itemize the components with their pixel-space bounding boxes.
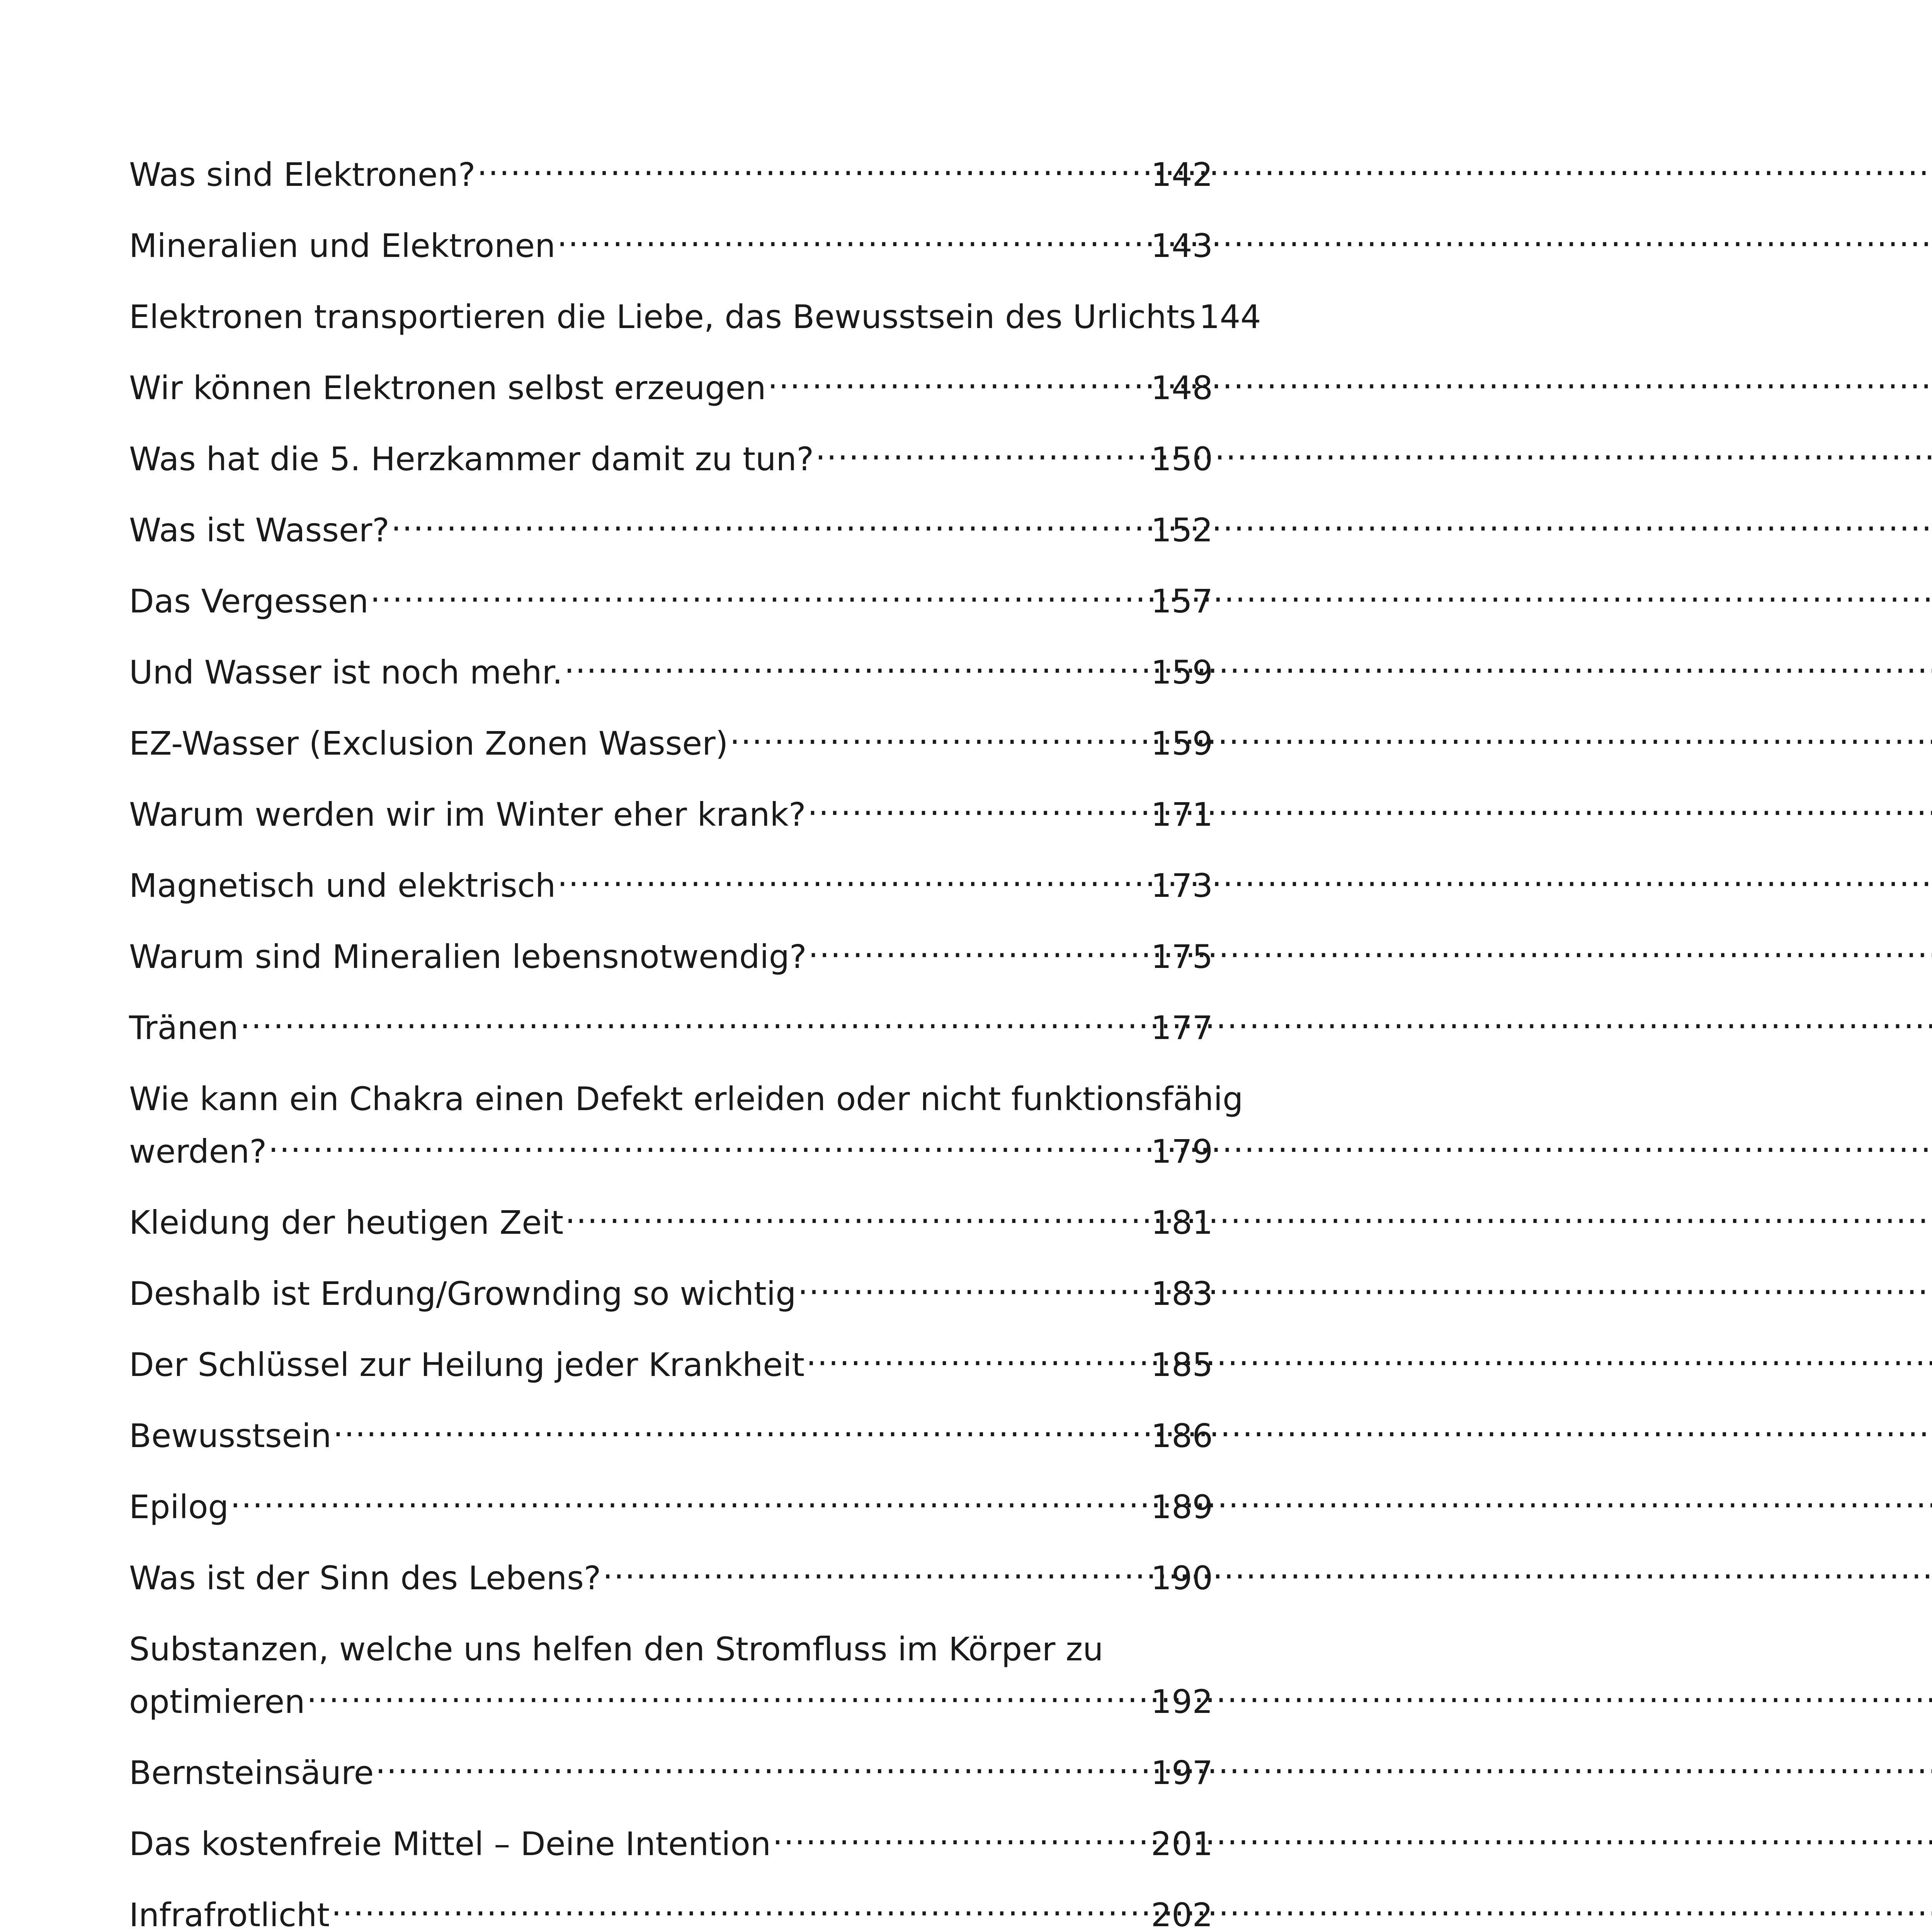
- toc-entry-title: Was ist der Sinn des Lebens?: [129, 1559, 601, 1597]
- toc-entry-page: 148: [1151, 369, 1213, 407]
- toc-entry-title-continued: optimieren: [129, 1683, 305, 1721]
- toc-entry-title: Warum sind Mineralien lebensnotwendig?: [129, 938, 807, 976]
- table-of-contents: [129, 139, 1261, 1932]
- toc-entry[interactable]: [129, 779, 1213, 850]
- toc-entry-page: 152: [1151, 511, 1213, 549]
- toc-entry-page: 159: [1151, 653, 1213, 691]
- toc-entry-title: Wie kann ein Chakra einen Defekt erleiden oder nicht funktionsfähig: [129, 1080, 1243, 1118]
- toc-entry[interactable]: [129, 1471, 1213, 1543]
- dot-leader: [557, 224, 1149, 257]
- toc-entry-title: Substanzen, welche uns helfen den Stromfluss im Körper zu: [129, 1630, 1104, 1668]
- toc-entry-page: 185: [1151, 1346, 1213, 1384]
- toc-entry-page: 175: [1151, 938, 1213, 976]
- toc-entry[interactable]: [129, 1187, 1213, 1258]
- toc-entry-title: Warum werden wir im Winter eher krank?: [129, 796, 806, 833]
- dot-leader: [772, 1823, 1150, 1855]
- toc-entry-page: 142: [1151, 156, 1213, 194]
- dot-leader: [268, 1130, 1149, 1163]
- dot-leader: [808, 935, 1150, 968]
- toc-entry-page: 150: [1151, 440, 1213, 478]
- toc-entry[interactable]: [129, 1879, 1213, 1932]
- toc-entry-title: Infrafrotlicht: [129, 1896, 330, 1932]
- toc-entry-page: 144: [1199, 298, 1261, 336]
- toc-entry-title: Was ist Wasser?: [129, 511, 389, 549]
- toc-entry-title: Tränen: [129, 1009, 239, 1047]
- dot-leader: [603, 1557, 1150, 1589]
- dot-leader: [375, 1752, 1149, 1784]
- toc-entry-continuation: [129, 1116, 1213, 1187]
- toc-entry-title: Das Vergessen: [129, 582, 369, 620]
- dot-leader: [798, 1272, 1149, 1305]
- toc-entry-page: 197: [1151, 1754, 1213, 1792]
- toc-entry-title: Das kostenfreie Mittel – Deine Intention: [129, 1825, 771, 1863]
- toc-entry-title: Elektronen transportieren die Liebe, das Bewusstsein des Urlichts: [129, 298, 1196, 336]
- dot-leader: [815, 438, 1149, 470]
- toc-entry-page: 177: [1151, 1009, 1213, 1047]
- toc-entry[interactable]: [129, 352, 1213, 423]
- toc-entry[interactable]: [129, 637, 1213, 708]
- toc-entry[interactable]: [129, 921, 1213, 992]
- toc-entry[interactable]: [129, 708, 1213, 779]
- toc-entry-title: Wir können Elektronen selbst erzeugen: [129, 369, 766, 407]
- toc-entry[interactable]: [129, 1614, 1213, 1737]
- toc-entry-page: 181: [1151, 1204, 1213, 1242]
- toc-entry-title: Magnetisch und elektrisch: [129, 867, 556, 905]
- dot-leader: [391, 509, 1150, 541]
- toc-entry-page: 171: [1151, 796, 1213, 833]
- toc-entry-page: 186: [1151, 1417, 1213, 1455]
- toc-entry-page: 202: [1151, 1896, 1213, 1932]
- dot-leader: [730, 722, 1149, 755]
- dot-leader: [333, 1415, 1150, 1447]
- toc-entry-title: Bernsteinsäure: [129, 1754, 374, 1792]
- toc-entry[interactable]: [129, 850, 1213, 921]
- toc-entry[interactable]: [129, 992, 1213, 1063]
- toc-entry-title: Was hat die 5. Herzkammer damit zu tun?: [129, 440, 814, 478]
- toc-entry-title-continued: werden?: [129, 1133, 267, 1170]
- toc-entry-title: Epilog: [129, 1488, 229, 1526]
- toc-entry-page: 159: [1151, 724, 1213, 762]
- dot-leader: [806, 1344, 1149, 1376]
- toc-entry-page: 173: [1151, 867, 1213, 905]
- toc-entry-page: 179: [1151, 1133, 1213, 1170]
- dot-leader: [306, 1680, 1149, 1713]
- toc-entry[interactable]: [129, 1258, 1213, 1329]
- toc-entry-title: Mineralien und Elektronen: [129, 227, 556, 265]
- toc-entry-title: EZ-Wasser (Exclusion Zonen Wasser): [129, 724, 728, 762]
- toc-entry-page: 157: [1151, 582, 1213, 620]
- toc-entry[interactable]: [129, 139, 1213, 210]
- toc-entry[interactable]: [129, 1543, 1213, 1614]
- toc-entry-title: Bewusstsein: [129, 1417, 332, 1455]
- toc-entry-page: 183: [1151, 1275, 1213, 1313]
- toc-entry-title: Was sind Elektronen?: [129, 156, 476, 194]
- dot-leader: [808, 793, 1150, 826]
- dot-leader: [557, 864, 1149, 897]
- toc-entry-page: 201: [1151, 1825, 1213, 1863]
- toc-entry-page: 192: [1151, 1683, 1213, 1721]
- dot-leader: [331, 1894, 1149, 1926]
- dot-leader: [240, 1007, 1150, 1039]
- toc-entry[interactable]: [129, 1737, 1213, 1808]
- toc-entry[interactable]: [129, 566, 1213, 637]
- toc-entry[interactable]: [129, 1808, 1213, 1879]
- toc-entry[interactable]: [129, 1329, 1213, 1400]
- toc-entry-page: 190: [1151, 1559, 1213, 1597]
- toc-entry-title: Und Wasser ist noch mehr.: [129, 653, 563, 691]
- dot-leader: [370, 580, 1150, 612]
- dot-leader: [230, 1486, 1150, 1518]
- toc-entry[interactable]: [129, 423, 1213, 495]
- toc-entry[interactable]: [129, 495, 1213, 566]
- toc-entry-title: Deshalb ist Erdung/Grownding so wichtig: [129, 1275, 796, 1313]
- toc-entry-title: Kleidung der heutigen Zeit: [129, 1204, 564, 1242]
- toc-entry[interactable]: [129, 1063, 1243, 1187]
- dot-leader: [565, 1201, 1149, 1234]
- dot-leader: [768, 367, 1150, 399]
- toc-entry-page: 143: [1151, 227, 1213, 265]
- toc-entry[interactable]: [129, 1400, 1213, 1471]
- toc-entry-page: 189: [1151, 1488, 1213, 1526]
- toc-entry[interactable]: [129, 281, 1261, 352]
- toc-entry-title: Der Schlüssel zur Heilung jeder Krankheit: [129, 1346, 805, 1384]
- toc-entry-continuation: [129, 1666, 1213, 1737]
- toc-entry[interactable]: [129, 210, 1213, 281]
- dot-leader: [564, 651, 1150, 684]
- dot-leader: [477, 153, 1149, 186]
